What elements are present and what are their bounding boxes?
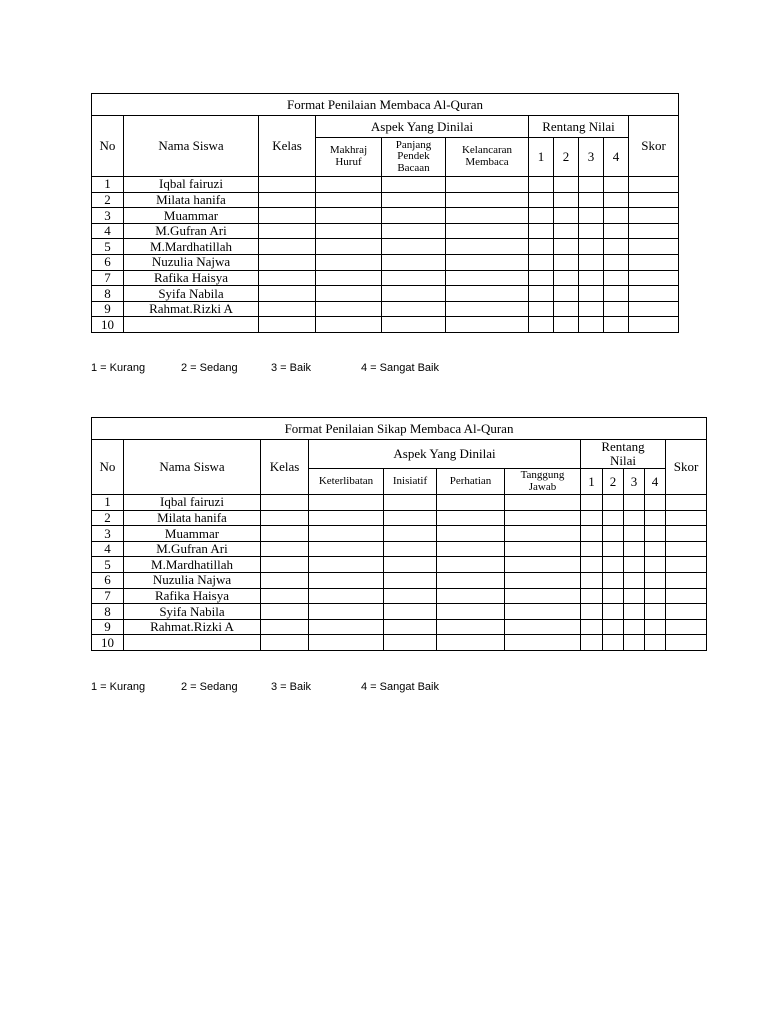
score-cell[interactable] — [505, 541, 581, 557]
score-cell[interactable] — [579, 239, 604, 255]
score-cell[interactable] — [603, 495, 624, 511]
table-row — [92, 557, 707, 573]
score-cell[interactable] — [624, 541, 645, 557]
score-cell[interactable] — [579, 223, 604, 239]
score-cell[interactable] — [437, 557, 505, 573]
score-cell[interactable] — [554, 270, 579, 286]
score-cell[interactable] — [437, 588, 505, 604]
score-cell[interactable] — [529, 208, 554, 224]
student-name: Nuzulia Najwa — [124, 254, 259, 270]
row-number: 7 — [92, 270, 124, 286]
score-cell[interactable] — [645, 604, 666, 620]
table-row — [92, 604, 707, 620]
score-cell[interactable] — [529, 270, 554, 286]
score-cell[interactable] — [261, 557, 309, 573]
score-cell[interactable] — [579, 208, 604, 224]
score-cell[interactable] — [259, 223, 316, 239]
score-cell[interactable] — [604, 223, 629, 239]
score-cell[interactable] — [579, 317, 604, 333]
score-cell[interactable] — [645, 557, 666, 573]
table-row — [92, 223, 679, 239]
score-cell[interactable] — [446, 177, 529, 193]
header-nama-siswa: Nama Siswa — [124, 440, 261, 495]
score-cell[interactable] — [624, 495, 645, 511]
score-cell[interactable] — [554, 286, 579, 302]
score-cell[interactable] — [261, 588, 309, 604]
score-cell[interactable] — [261, 510, 309, 526]
score-cell[interactable] — [629, 270, 679, 286]
score-cell[interactable] — [645, 510, 666, 526]
header-aspek: Aspek Yang Dinilai — [316, 116, 529, 138]
legend-item: 3 = Baik — [271, 681, 312, 693]
score-cell[interactable] — [581, 604, 603, 620]
score-cell[interactable] — [581, 510, 603, 526]
score-cell[interactable] — [666, 557, 707, 573]
score-cell[interactable] — [259, 301, 316, 317]
student-name: Nuzulia Najwa — [124, 572, 261, 588]
score-cell[interactable] — [645, 588, 666, 604]
score-cell[interactable] — [382, 177, 446, 193]
student-name: M.Mardhatillah — [124, 557, 261, 573]
score-cell[interactable] — [529, 223, 554, 239]
score-cell[interactable] — [437, 572, 505, 588]
score-cell[interactable] — [629, 223, 679, 239]
table-row — [92, 177, 679, 193]
student-name: M.Gufran Ari — [124, 223, 259, 239]
score-cell[interactable] — [259, 208, 316, 224]
score-cell[interactable] — [505, 557, 581, 573]
row-number: 3 — [92, 526, 124, 542]
score-cell[interactable] — [309, 619, 384, 635]
score-cell[interactable] — [316, 270, 382, 286]
table-title: Format Penilaian Sikap Membaca Al-Quran — [92, 418, 707, 440]
header-aspek-item: Keterlibatan — [309, 469, 384, 495]
score-cell[interactable] — [603, 588, 624, 604]
score-cell[interactable] — [316, 254, 382, 270]
score-cell[interactable] — [529, 301, 554, 317]
score-cell[interactable] — [446, 317, 529, 333]
score-cell[interactable] — [505, 604, 581, 620]
score-cell[interactable] — [581, 635, 603, 651]
student-name: Muammar — [124, 526, 261, 542]
score-cell[interactable] — [645, 495, 666, 511]
score-cell[interactable] — [309, 495, 384, 511]
table-row — [92, 239, 679, 255]
student-name: Syifa Nabila — [124, 286, 259, 302]
row-number: 10 — [92, 635, 124, 651]
score-cell[interactable] — [666, 619, 707, 635]
table-title: Format Penilaian Membaca Al-Quran — [92, 94, 679, 116]
legend-item: 1 = Kurang — [91, 681, 146, 693]
student-name: M.Gufran Ari — [124, 541, 261, 557]
student-name: Milata hanifa — [124, 510, 261, 526]
table-row — [92, 317, 679, 333]
header-rentang-item: 2 — [603, 469, 624, 495]
score-cell[interactable] — [581, 588, 603, 604]
score-cell[interactable] — [316, 208, 382, 224]
score-cell[interactable] — [261, 495, 309, 511]
score-cell[interactable] — [259, 177, 316, 193]
score-cell[interactable] — [645, 526, 666, 542]
header-rentang-nilai: Rentang Nilai — [529, 116, 629, 138]
score-cell[interactable] — [529, 239, 554, 255]
student-name: Rafika Haisya — [124, 588, 261, 604]
score-cell[interactable] — [579, 270, 604, 286]
score-cell[interactable] — [382, 208, 446, 224]
score-cell[interactable] — [554, 223, 579, 239]
score-cell[interactable] — [529, 286, 554, 302]
score-cell[interactable] — [384, 619, 437, 635]
score-cell[interactable] — [505, 526, 581, 542]
score-cell[interactable] — [554, 317, 579, 333]
row-number: 6 — [92, 254, 124, 270]
score-cell[interactable] — [384, 541, 437, 557]
score-cell[interactable] — [581, 541, 603, 557]
score-cell[interactable] — [309, 604, 384, 620]
table-row — [92, 208, 679, 224]
row-number: 2 — [92, 510, 124, 526]
header-kelas: Kelas — [259, 116, 316, 177]
score-cell[interactable] — [629, 254, 679, 270]
score-cell[interactable] — [505, 495, 581, 511]
score-cell[interactable] — [554, 301, 579, 317]
score-cell[interactable] — [603, 604, 624, 620]
score-cell[interactable] — [261, 572, 309, 588]
score-cell[interactable] — [629, 208, 679, 224]
attitude-assessment-table — [91, 417, 707, 651]
table-row — [92, 526, 707, 542]
score-cell[interactable] — [603, 526, 624, 542]
score-cell[interactable] — [446, 254, 529, 270]
score-cell[interactable] — [437, 541, 505, 557]
header-aspek-item: Inisiatif — [384, 469, 437, 495]
score-cell[interactable] — [624, 619, 645, 635]
header-rentang-item: 2 — [554, 138, 579, 177]
student-name: Milata hanifa — [124, 192, 259, 208]
score-cell[interactable] — [384, 588, 437, 604]
score-cell[interactable] — [666, 588, 707, 604]
student-name: Iqbal fairuzi — [124, 177, 259, 193]
score-cell[interactable] — [384, 604, 437, 620]
score-cell[interactable] — [261, 604, 309, 620]
score-cell[interactable] — [382, 192, 446, 208]
score-cell[interactable] — [384, 557, 437, 573]
score-cell[interactable] — [505, 635, 581, 651]
table-row — [92, 286, 679, 302]
score-cell[interactable] — [446, 192, 529, 208]
legend-item: 2 = Sedang — [181, 362, 238, 374]
table-row — [92, 541, 707, 557]
score-cell[interactable] — [437, 495, 505, 511]
score-cell[interactable] — [624, 510, 645, 526]
header-aspek-item: Perhatian — [437, 469, 505, 495]
score-cell[interactable] — [603, 572, 624, 588]
score-cell[interactable] — [624, 557, 645, 573]
header-nama-siswa: Nama Siswa — [124, 116, 259, 177]
score-cell[interactable] — [437, 526, 505, 542]
score-cell[interactable] — [259, 239, 316, 255]
score-cell[interactable] — [316, 317, 382, 333]
header-no: No — [92, 440, 124, 495]
score-cell[interactable] — [259, 286, 316, 302]
score-cell[interactable] — [316, 177, 382, 193]
score-cell[interactable] — [666, 495, 707, 511]
student-name — [124, 635, 261, 651]
row-number: 3 — [92, 208, 124, 224]
score-cell[interactable] — [446, 286, 529, 302]
header-skor: Skor — [629, 116, 679, 177]
student-name: Rahmat.Rizki A — [124, 619, 261, 635]
student-name: Rahmat.Rizki A — [124, 301, 259, 317]
score-cell[interactable] — [316, 301, 382, 317]
header-rentang-item: 1 — [581, 469, 603, 495]
score-cell[interactable] — [309, 510, 384, 526]
score-cell[interactable] — [382, 223, 446, 239]
score-cell[interactable] — [581, 557, 603, 573]
student-name: M.Mardhatillah — [124, 239, 259, 255]
score-cell[interactable] — [384, 635, 437, 651]
score-cell[interactable] — [316, 286, 382, 302]
row-number: 1 — [92, 177, 124, 193]
legend-item: 4 = Sangat Baik — [361, 362, 439, 374]
header-aspek-item: Panjang Pendek Bacaan — [382, 138, 446, 177]
score-cell[interactable] — [437, 510, 505, 526]
score-cell[interactable] — [382, 286, 446, 302]
score-cell[interactable] — [624, 526, 645, 542]
score-cell[interactable] — [446, 270, 529, 286]
score-cell[interactable] — [554, 177, 579, 193]
score-cell[interactable] — [645, 635, 666, 651]
student-name: Muammar — [124, 208, 259, 224]
header-no: No — [92, 116, 124, 177]
score-cell[interactable] — [604, 239, 629, 255]
score-cell[interactable] — [645, 572, 666, 588]
score-cell[interactable] — [604, 208, 629, 224]
score-cell[interactable] — [581, 572, 603, 588]
score-cell[interactable] — [629, 286, 679, 302]
table-row — [92, 270, 679, 286]
score-cell[interactable] — [603, 619, 624, 635]
table-row — [92, 635, 707, 651]
row-number: 7 — [92, 588, 124, 604]
row-number: 1 — [92, 495, 124, 511]
score-cell[interactable] — [309, 635, 384, 651]
table-row — [92, 510, 707, 526]
score-cell[interactable] — [624, 635, 645, 651]
header-skor: Skor — [666, 440, 707, 495]
header-rentang-item: 4 — [645, 469, 666, 495]
score-cell[interactable] — [629, 177, 679, 193]
score-cell[interactable] — [261, 619, 309, 635]
table-row — [92, 619, 707, 635]
score-cell[interactable] — [554, 208, 579, 224]
score-cell[interactable] — [505, 588, 581, 604]
student-name: Iqbal fairuzi — [124, 495, 261, 511]
score-cell[interactable] — [259, 317, 316, 333]
score-cell[interactable] — [446, 223, 529, 239]
score-cell[interactable] — [437, 635, 505, 651]
score-cell[interactable] — [446, 239, 529, 255]
row-number: 4 — [92, 541, 124, 557]
reading-assessment-table — [91, 93, 679, 333]
score-cell[interactable] — [604, 270, 629, 286]
score-cell[interactable] — [624, 588, 645, 604]
row-number: 9 — [92, 301, 124, 317]
score-cell[interactable] — [666, 510, 707, 526]
score-cell[interactable] — [261, 635, 309, 651]
legend-item: 4 = Sangat Baik — [361, 681, 439, 693]
header-rentang-nilai: Rentang Nilai — [581, 440, 666, 469]
header-rentang-item: 1 — [529, 138, 554, 177]
student-name — [124, 317, 259, 333]
score-cell[interactable] — [309, 572, 384, 588]
score-cell[interactable] — [505, 572, 581, 588]
score-cell[interactable] — [259, 192, 316, 208]
header-aspek-item: Makhraj Huruf — [316, 138, 382, 177]
header-rentang-item: 4 — [604, 138, 629, 177]
student-name: Syifa Nabila — [124, 604, 261, 620]
score-cell[interactable] — [309, 541, 384, 557]
score-cell[interactable] — [446, 208, 529, 224]
score-cell[interactable] — [579, 192, 604, 208]
score-cell[interactable] — [645, 541, 666, 557]
student-name: Rafika Haisya — [124, 270, 259, 286]
score-cell[interactable] — [384, 526, 437, 542]
score-cell[interactable] — [261, 526, 309, 542]
score-cell[interactable] — [505, 619, 581, 635]
score-cell[interactable] — [624, 604, 645, 620]
row-number: 5 — [92, 239, 124, 255]
score-cell[interactable] — [437, 604, 505, 620]
score-cell[interactable] — [645, 619, 666, 635]
score-cell[interactable] — [603, 557, 624, 573]
table-row — [92, 301, 679, 317]
score-cell[interactable] — [604, 301, 629, 317]
score-cell[interactable] — [259, 270, 316, 286]
table-row — [92, 495, 707, 511]
score-cell[interactable] — [437, 619, 505, 635]
score-cell[interactable] — [666, 635, 707, 651]
header-rentang-item: 3 — [579, 138, 604, 177]
score-cell[interactable] — [579, 301, 604, 317]
score-cell[interactable] — [554, 192, 579, 208]
score-cell[interactable] — [666, 541, 707, 557]
table-row — [92, 192, 679, 208]
score-cell[interactable] — [384, 510, 437, 526]
header-kelas: Kelas — [261, 440, 309, 495]
score-cell[interactable] — [604, 192, 629, 208]
header-aspek-item: Kelancaran Membaca — [446, 138, 529, 177]
score-cell[interactable] — [604, 177, 629, 193]
score-cell[interactable] — [384, 495, 437, 511]
score-cell[interactable] — [384, 572, 437, 588]
score-cell[interactable] — [382, 301, 446, 317]
score-cell[interactable] — [529, 317, 554, 333]
row-number: 8 — [92, 604, 124, 620]
row-number: 5 — [92, 557, 124, 573]
score-cell[interactable] — [624, 572, 645, 588]
score-cell[interactable] — [604, 317, 629, 333]
score-cell[interactable] — [316, 239, 382, 255]
score-cell[interactable] — [629, 317, 679, 333]
score-cell[interactable] — [261, 541, 309, 557]
score-cell[interactable] — [666, 604, 707, 620]
row-number: 9 — [92, 619, 124, 635]
score-cell[interactable] — [382, 254, 446, 270]
row-number: 4 — [92, 223, 124, 239]
score-cell[interactable] — [581, 526, 603, 542]
score-cell[interactable] — [603, 510, 624, 526]
row-number: 6 — [92, 572, 124, 588]
score-cell[interactable] — [603, 635, 624, 651]
score-cell[interactable] — [309, 588, 384, 604]
table-row — [92, 572, 707, 588]
row-number: 8 — [92, 286, 124, 302]
score-cell[interactable] — [629, 301, 679, 317]
score-cell[interactable] — [603, 541, 624, 557]
legend-item: 1 = Kurang — [91, 362, 146, 374]
score-cell[interactable] — [529, 192, 554, 208]
score-cell[interactable] — [554, 239, 579, 255]
row-number: 10 — [92, 317, 124, 333]
score-cell[interactable] — [554, 254, 579, 270]
score-cell[interactable] — [529, 254, 554, 270]
header-rentang-item: 3 — [624, 469, 645, 495]
score-cell[interactable] — [382, 239, 446, 255]
score-cell[interactable] — [666, 526, 707, 542]
score-cell[interactable] — [529, 177, 554, 193]
score-cell[interactable] — [316, 192, 382, 208]
score-cell[interactable] — [581, 495, 603, 511]
score-cell[interactable] — [309, 557, 384, 573]
score-cell[interactable] — [259, 254, 316, 270]
score-cell[interactable] — [309, 526, 384, 542]
score-cell[interactable] — [579, 254, 604, 270]
score-cell[interactable] — [382, 317, 446, 333]
score-cell[interactable] — [579, 177, 604, 193]
score-cell[interactable] — [446, 301, 529, 317]
legend-item: 3 = Baik — [271, 362, 312, 374]
score-cell[interactable] — [666, 572, 707, 588]
row-number: 2 — [92, 192, 124, 208]
score-cell[interactable] — [604, 254, 629, 270]
table-row — [92, 254, 679, 270]
header-aspek: Aspek Yang Dinilai — [309, 440, 581, 469]
score-cell[interactable] — [581, 619, 603, 635]
legend-item: 2 = Sedang — [181, 681, 238, 693]
score-cell[interactable] — [579, 286, 604, 302]
header-aspek-item: Tanggung Jawab — [505, 469, 581, 495]
score-cell[interactable] — [316, 223, 382, 239]
score-cell[interactable] — [382, 270, 446, 286]
table-row — [92, 588, 707, 604]
score-cell[interactable] — [505, 510, 581, 526]
score-cell[interactable] — [629, 192, 679, 208]
score-cell[interactable] — [629, 239, 679, 255]
score-cell[interactable] — [604, 286, 629, 302]
